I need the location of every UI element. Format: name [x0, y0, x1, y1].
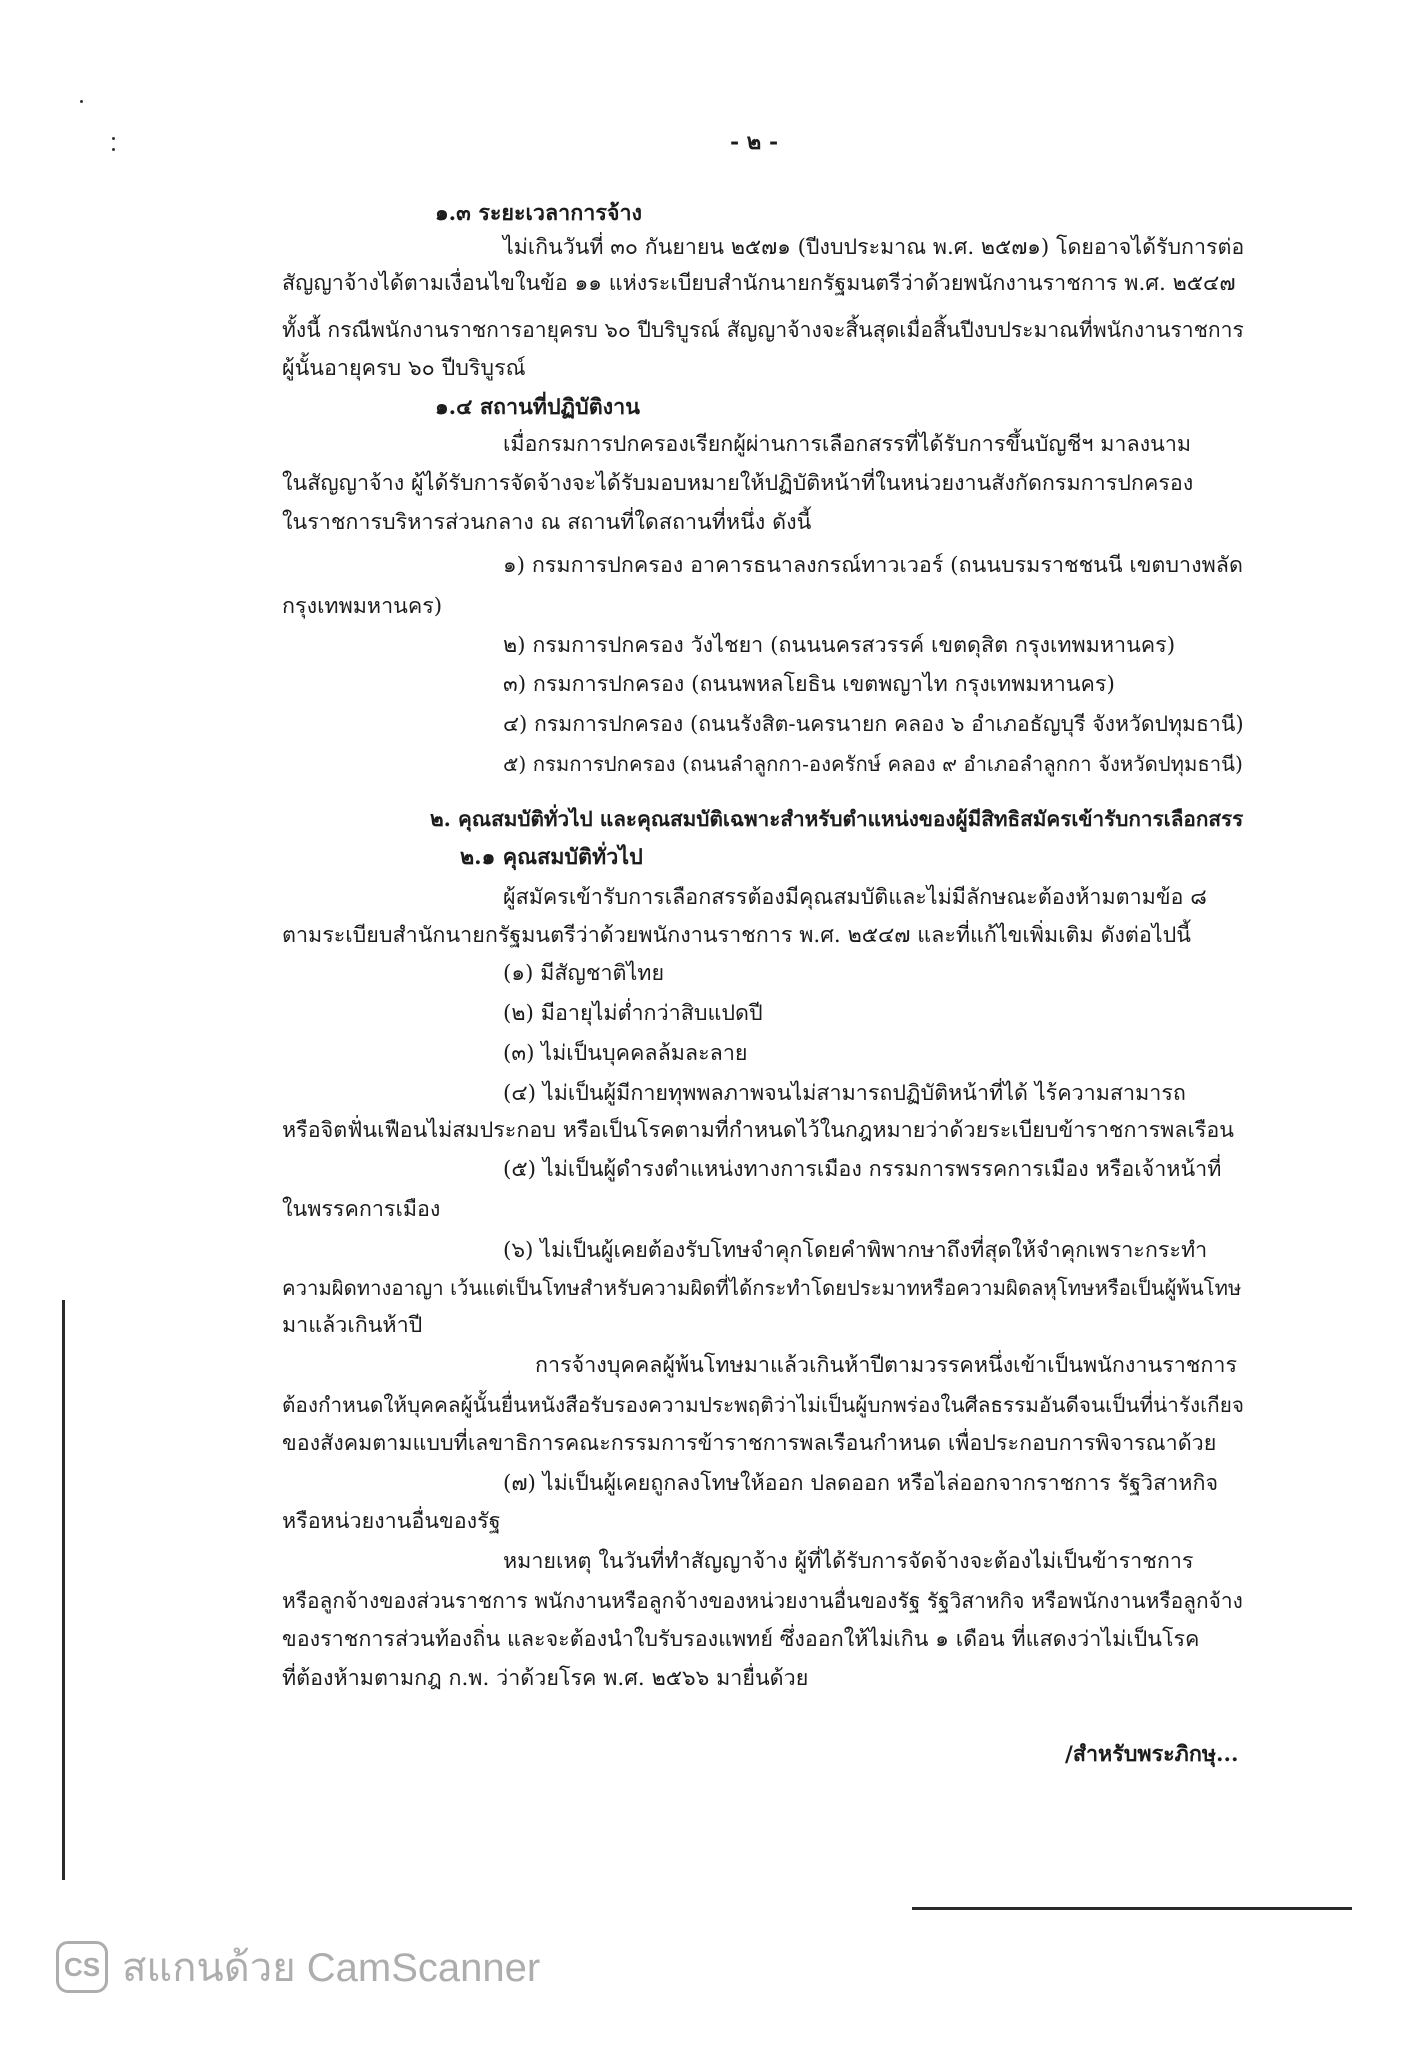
scan-edge-line [62, 1300, 65, 1880]
note-line: หมายเหตุ ในวันที่ทำสัญญาจ้าง ผู้ที่ได้รับการจัดจ้างจะต้องไม่เป็นข้าราชการ [503, 1549, 1194, 1574]
note-line: ที่ต้องห้ามตามกฎ ก.พ. ว่าด้วยโรค พ.ศ. ๒๕๖๖ มายื่นด้วย [282, 1666, 809, 1691]
paragraph-line: ทั้งนี้ กรณีพนักงานราชการอายุครบ ๖๐ ปีบริบูรณ์ สัญญาจ้างจะสิ้นสุดเมื่อสิ้นปีงบประมาณที่พนักงานราชการ [282, 317, 1244, 342]
list-item: ๒) กรมการปกครอง วังไชยา (ถนนนครสวรรค์ เขตดุสิต กรุงเทพมหานคร) [503, 633, 1176, 658]
list-item: ๔) กรมการปกครอง (ถนนรังสิต-นครนายก คลอง ๖ อำเภอธัญบุรี จังหวัดปทุมธานี) [503, 711, 1244, 736]
list-item: (๑) มีสัญชาติไทย [503, 961, 665, 986]
list-item: (๖) ไม่เป็นผู้เคยต้องรับโทษจำคุกโดยคำพิพากษาถึงที่สุดให้จำคุกเพราะกระทำ [503, 1238, 1208, 1263]
paragraph-line: ของสังคมตามแบบที่เลขาธิการคณะกรรมการข้าราชการพลเรือนกำหนด เพื่อประกอบการพิจารณาด้วย [282, 1431, 1217, 1456]
list-item: ๓) กรมการปกครอง (ถนนพหลโยธิน เขตพญาไท กรุงเทพมหานคร) [503, 672, 1115, 697]
list-item-continuation: หรือหน่วยงานอื่นของรัฐ [282, 1509, 501, 1534]
camscanner-logo-icon: CS [56, 1941, 108, 1993]
list-item: (๒) มีอายุไม่ต่ำกว่าสิบแปดปี [503, 1001, 763, 1026]
section-heading: ๑.๓ ระยะเวลาการจ้าง [435, 201, 643, 226]
list-item: ๕) กรมการปกครอง (ถนนลำลูกกา-องครักษ์ คลอง ๙ อำเภอลำลูกกา จังหวัดปทุมธานี) [503, 752, 1243, 776]
list-item: ๑) กรมการปกครอง อาคารธนาลงกรณ์ทาวเวอร์ (ถนนบรมราชชนนี เขตบางพลัด [503, 553, 1243, 578]
subsection-heading: ๒.๑ คุณสมบัติทั่วไป [460, 845, 643, 870]
paragraph-line: เมื่อกรมการปกครองเรียกผู้ผ่านการเลือกสรรที่ได้รับการขึ้นบัญชีฯ มาลงนาม [503, 432, 1192, 457]
paragraph-line: ตามระเบียบสำนักนายกรัฐมนตรีว่าด้วยพนักงานราชการ พ.ศ. ๒๕๔๗ และที่แก้ไขเพิ่มเติม ดังต่อไปนี้ [282, 923, 1191, 948]
paragraph-line: ผู้สมัครเข้ารับการเลือกสรรต้องมีคุณสมบัติและไม่มีลักษณะต้องห้ามตามข้อ ๘ [503, 885, 1207, 910]
paragraph-line: การจ้างบุคคลผู้พ้นโทษมาแล้วเกินห้าปีตามวรรคหนึ่งเข้าเป็นพนักงานราชการ [535, 1353, 1238, 1378]
list-item: (๕) ไม่เป็นผู้ดำรงตำแหน่งทางการเมือง กรรมการพรรคการเมือง หรือเจ้าหน้าที่ [503, 1157, 1222, 1182]
paragraph-line: ในสัญญาจ้าง ผู้ได้รับการจัดจ้างจะได้รับมอบหมายให้ปฏิบัติหน้าที่ในหน่วยงานสังกัดกรมการปกครอง [282, 471, 1194, 496]
section-heading: ๑.๔ สถานที่ปฏิบัติงาน [435, 395, 640, 420]
watermark-text: สแกนด้วย CamScanner [122, 1946, 541, 1990]
list-item-continuation: ในพรรคการเมือง [282, 1197, 441, 1222]
list-item-continuation: กรุงเทพมหานคร) [282, 594, 443, 619]
paragraph-line: ในราชการบริหารส่วนกลาง ณ สถานที่ใดสถานที่หนึ่ง ดังนี้ [282, 510, 812, 535]
list-item: (๗) ไม่เป็นผู้เคยถูกลงโทษให้ออก ปลดออก หรือไล่ออกจากราชการ รัฐวิสาหกิจ [503, 1471, 1219, 1496]
paragraph-line: ไม่เกินวันที่ ๓๐ กันยายน ๒๕๗๑ (ปีงบประมาณ พ.ศ. ๒๕๗๑) โดยอาจได้รับการต่อ [503, 235, 1245, 260]
list-item-continuation: ความผิดทางอาญา เว้นแต่เป็นโทษสำหรับความผิดที่ได้กระทำโดยประมาทหรือความผิดลหุโทษหรือเป็นผู้พ้นโทษ [282, 1276, 1242, 1300]
list-item-continuation: หรือจิตฟั่นเฟือนไม่สมประกอบ หรือเป็นโรคตามที่กำหนดไว้ในกฎหมายว่าด้วยระเบียบข้าราชการพลเรือน [282, 1118, 1234, 1143]
paragraph-line: ผู้นั้นอายุครบ ๖๐ ปีบริบูรณ์ [282, 356, 526, 381]
scan-bottom-line [912, 1907, 1352, 1910]
scan-speck [112, 137, 115, 140]
list-item: (๓) ไม่เป็นบุคคลล้มละลาย [503, 1041, 748, 1066]
camscanner-watermark [56, 1938, 540, 1996]
note-line: หรือลูกจ้างของส่วนราชการ พนักงานหรือลูกจ้างของหน่วยงานอื่นของรัฐ รัฐวิสาหกิจ หรือพนักงานหรือลูกจ้าง [282, 1589, 1243, 1613]
paragraph-line: สัญญาจ้างได้ตามเงื่อนไขในข้อ ๑๑ แห่งระเบียบสำนักนายกรัฐมนตรีว่าด้วยพนักงานราชการ พ.ศ. ๒๕๔๗ [282, 271, 1236, 296]
list-item-continuation: มาแล้วเกินห้าปี [282, 1313, 423, 1338]
section-heading: ๒. คุณสมบัติทั่วไป และคุณสมบัติเฉพาะสำหรับตำแหน่งของผู้มีสิทธิสมัครเข้ารับการเลือกสรร [430, 807, 1244, 831]
paragraph-line: ต้องกำหนดให้บุคคลผู้นั้นยื่นหนังสือรับรองความประพฤติว่าไม่เป็นผู้บกพร่องในศีลธรรมอันดีจนเป็นที่น่ารังเกียจ [282, 1393, 1244, 1417]
page-number: - ๒ - [730, 129, 779, 155]
scan-speck [112, 148, 115, 151]
note-line: ของราชการส่วนท้องถิ่น และจะต้องนำใบรับรองแพทย์ ซึ่งออกให้ไม่เกิน ๑ เดือน ที่แสดงว่าไม่เป็นโรค [282, 1627, 1200, 1652]
scan-speck [80, 100, 83, 103]
continuation-marker: /สำหรับพระภิกษุ... [1065, 1742, 1239, 1767]
list-item: (๔) ไม่เป็นผู้มีกายทุพพลภาพจนไม่สามารถปฏิบัติหน้าที่ได้ ไร้ความสามารถ [503, 1081, 1186, 1106]
